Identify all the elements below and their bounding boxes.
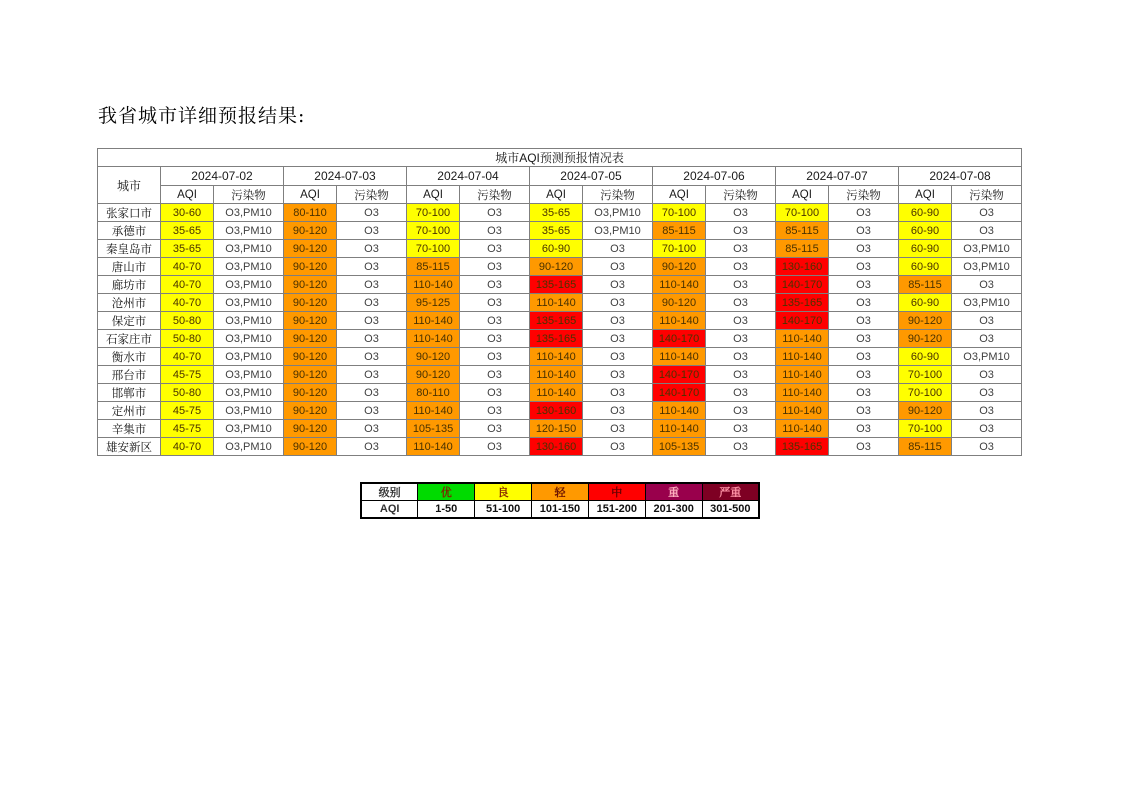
aqi-range-cell: 60-90 xyxy=(899,240,952,258)
aqi-range-cell: 90-120 xyxy=(284,330,337,348)
pollutant-cell: O3 xyxy=(706,240,776,258)
aqi-subheader: AQI xyxy=(284,186,337,204)
aqi-range-cell: 110-140 xyxy=(776,384,829,402)
aqi-range-cell: 45-75 xyxy=(161,366,214,384)
date-header: 2024-07-04 xyxy=(407,167,530,186)
aqi-forecast-table xyxy=(97,148,1022,456)
aqi-range-cell: 40-70 xyxy=(161,258,214,276)
date-header: 2024-07-06 xyxy=(653,167,776,186)
table-row xyxy=(98,312,1022,330)
pollutant-cell: O3,PM10 xyxy=(583,222,653,240)
city-name: 邢台市 xyxy=(98,366,161,384)
aqi-range-cell: 135-165 xyxy=(530,276,583,294)
legend-level-cell: 严重 xyxy=(702,483,759,501)
pollutant-cell: O3 xyxy=(706,222,776,240)
pollutant-cell: O3 xyxy=(337,384,407,402)
aqi-range-cell: 90-120 xyxy=(899,330,952,348)
legend-level-cell: 优 xyxy=(418,483,475,501)
aqi-range-cell: 90-120 xyxy=(284,294,337,312)
legend-range-cell: 151-200 xyxy=(588,501,645,519)
pollutant-cell: O3 xyxy=(583,438,653,456)
pollutant-cell: O3 xyxy=(337,276,407,294)
city-name: 邯郸市 xyxy=(98,384,161,402)
pollutant-cell: O3 xyxy=(829,240,899,258)
aqi-range-cell: 35-65 xyxy=(161,222,214,240)
pollutant-cell: O3 xyxy=(460,384,530,402)
date-header: 2024-07-02 xyxy=(161,167,284,186)
aqi-range-cell: 110-140 xyxy=(530,384,583,402)
aqi-range-cell: 90-120 xyxy=(284,222,337,240)
pollutant-cell: O3,PM10 xyxy=(214,222,284,240)
legend-level-cell: 良 xyxy=(475,483,532,501)
pollutant-cell: O3 xyxy=(706,420,776,438)
aqi-range-cell: 110-140 xyxy=(653,276,706,294)
pollutant-cell: O3 xyxy=(952,276,1022,294)
aqi-range-cell: 90-120 xyxy=(284,420,337,438)
table-row xyxy=(98,348,1022,366)
legend-range-cell: 101-150 xyxy=(532,501,589,519)
city-name: 秦皇岛市 xyxy=(98,240,161,258)
aqi-range-cell: 140-170 xyxy=(653,366,706,384)
pollutant-cell: O3 xyxy=(583,330,653,348)
pollutant-cell: O3 xyxy=(460,294,530,312)
aqi-range-cell: 35-65 xyxy=(161,240,214,258)
table-row xyxy=(98,420,1022,438)
pollutant-subheader: 污染物 xyxy=(829,186,899,204)
pollutant-cell: O3 xyxy=(460,420,530,438)
pollutant-cell: O3 xyxy=(583,384,653,402)
aqi-range-cell: 90-120 xyxy=(284,348,337,366)
legend-range-row xyxy=(361,501,759,519)
aqi-range-cell: 70-100 xyxy=(899,420,952,438)
table-row xyxy=(98,222,1022,240)
pollutant-cell: O3,PM10 xyxy=(583,204,653,222)
pollutant-cell: O3 xyxy=(337,294,407,312)
pollutant-cell: O3 xyxy=(952,420,1022,438)
pollutant-cell: O3 xyxy=(952,366,1022,384)
aqi-table-body xyxy=(98,204,1022,456)
pollutant-cell: O3,PM10 xyxy=(214,366,284,384)
pollutant-cell: O3 xyxy=(583,294,653,312)
aqi-range-cell: 135-165 xyxy=(776,294,829,312)
pollutant-cell: O3 xyxy=(829,330,899,348)
sub-header-row xyxy=(98,186,1022,204)
aqi-range-cell: 90-120 xyxy=(530,258,583,276)
table-row xyxy=(98,294,1022,312)
aqi-range-cell: 85-115 xyxy=(653,222,706,240)
pollutant-cell: O3 xyxy=(583,258,653,276)
date-header: 2024-07-03 xyxy=(284,167,407,186)
aqi-range-cell: 110-140 xyxy=(776,366,829,384)
aqi-range-cell: 90-120 xyxy=(284,438,337,456)
pollutant-cell: O3 xyxy=(706,312,776,330)
table-title: 城市AQI预测预报情况表 xyxy=(98,149,1022,167)
aqi-range-cell: 60-90 xyxy=(899,258,952,276)
city-name: 石家庄市 xyxy=(98,330,161,348)
pollutant-cell: O3 xyxy=(829,366,899,384)
aqi-range-cell: 30-60 xyxy=(161,204,214,222)
pollutant-cell: O3 xyxy=(583,240,653,258)
pollutant-cell: O3 xyxy=(829,294,899,312)
aqi-range-cell: 90-120 xyxy=(284,384,337,402)
aqi-range-cell: 60-90 xyxy=(899,294,952,312)
table-row xyxy=(98,438,1022,456)
aqi-range-cell: 85-115 xyxy=(899,276,952,294)
legend-level-cell: 中 xyxy=(588,483,645,501)
pollutant-cell: O3 xyxy=(337,348,407,366)
pollutant-cell: O3 xyxy=(952,330,1022,348)
city-column-header: 城市 xyxy=(98,167,161,204)
aqi-range-cell: 110-140 xyxy=(776,348,829,366)
aqi-range-cell: 135-165 xyxy=(530,312,583,330)
aqi-range-cell: 90-120 xyxy=(284,366,337,384)
aqi-range-cell: 70-100 xyxy=(653,204,706,222)
aqi-range-cell: 80-110 xyxy=(284,204,337,222)
aqi-range-cell: 90-120 xyxy=(284,312,337,330)
legend-aqi-header: AQI xyxy=(361,501,418,519)
pollutant-cell: O3,PM10 xyxy=(214,258,284,276)
pollutant-cell: O3 xyxy=(706,330,776,348)
aqi-range-cell: 60-90 xyxy=(899,204,952,222)
pollutant-subheader: 污染物 xyxy=(214,186,284,204)
aqi-range-cell: 110-140 xyxy=(407,312,460,330)
aqi-range-cell: 135-165 xyxy=(530,330,583,348)
pollutant-cell: O3,PM10 xyxy=(214,312,284,330)
pollutant-cell: O3,PM10 xyxy=(214,294,284,312)
pollutant-cell: O3,PM10 xyxy=(214,330,284,348)
pollutant-cell: O3,PM10 xyxy=(952,240,1022,258)
pollutant-cell: O3 xyxy=(337,222,407,240)
legend-range-cell: 301-500 xyxy=(702,501,759,519)
aqi-subheader: AQI xyxy=(407,186,460,204)
aqi-range-cell: 110-140 xyxy=(653,402,706,420)
pollutant-cell: O3 xyxy=(829,384,899,402)
city-name: 承德市 xyxy=(98,222,161,240)
aqi-range-cell: 85-115 xyxy=(776,222,829,240)
pollutant-cell: O3 xyxy=(337,366,407,384)
pollutant-subheader: 污染物 xyxy=(952,186,1022,204)
legend-level-header: 级别 xyxy=(361,483,418,501)
pollutant-cell: O3 xyxy=(460,330,530,348)
pollutant-subheader: 污染物 xyxy=(460,186,530,204)
aqi-range-cell: 110-140 xyxy=(407,276,460,294)
table-row xyxy=(98,204,1022,222)
aqi-range-cell: 60-90 xyxy=(899,222,952,240)
pollutant-cell: O3 xyxy=(829,420,899,438)
pollutant-cell: O3 xyxy=(337,330,407,348)
aqi-subheader: AQI xyxy=(530,186,583,204)
pollutant-cell: O3 xyxy=(706,384,776,402)
aqi-range-cell: 120-150 xyxy=(530,420,583,438)
pollutant-subheader: 污染物 xyxy=(583,186,653,204)
aqi-range-cell: 105-135 xyxy=(653,438,706,456)
aqi-range-cell: 35-65 xyxy=(530,222,583,240)
table-row xyxy=(98,384,1022,402)
pollutant-cell: O3 xyxy=(460,204,530,222)
legend-level-row xyxy=(361,483,759,501)
legend-range-cell: 201-300 xyxy=(645,501,702,519)
date-header-row xyxy=(98,167,1022,186)
aqi-range-cell: 110-140 xyxy=(776,402,829,420)
pollutant-cell: O3 xyxy=(337,258,407,276)
aqi-range-cell: 70-100 xyxy=(407,240,460,258)
aqi-range-cell: 90-120 xyxy=(284,402,337,420)
aqi-range-cell: 140-170 xyxy=(653,330,706,348)
city-name: 辛集市 xyxy=(98,420,161,438)
pollutant-cell: O3 xyxy=(460,438,530,456)
aqi-range-cell: 90-120 xyxy=(284,240,337,258)
pollutant-cell: O3 xyxy=(460,240,530,258)
aqi-range-cell: 110-140 xyxy=(407,330,460,348)
aqi-range-cell: 130-160 xyxy=(530,438,583,456)
table-row xyxy=(98,366,1022,384)
pollutant-cell: O3 xyxy=(337,312,407,330)
legend-range-cell: 51-100 xyxy=(475,501,532,519)
pollutant-cell: O3 xyxy=(337,438,407,456)
table-row xyxy=(98,240,1022,258)
pollutant-cell: O3 xyxy=(952,222,1022,240)
pollutant-cell: O3,PM10 xyxy=(214,240,284,258)
aqi-range-cell: 85-115 xyxy=(407,258,460,276)
pollutant-cell: O3,PM10 xyxy=(214,438,284,456)
aqi-range-cell: 70-100 xyxy=(653,240,706,258)
city-name: 定州市 xyxy=(98,402,161,420)
pollutant-cell: O3 xyxy=(706,366,776,384)
pollutant-cell: O3 xyxy=(460,258,530,276)
aqi-range-cell: 110-140 xyxy=(653,312,706,330)
pollutant-cell: O3,PM10 xyxy=(952,348,1022,366)
aqi-range-cell: 90-120 xyxy=(899,312,952,330)
aqi-range-cell: 70-100 xyxy=(899,366,952,384)
pollutant-cell: O3 xyxy=(460,348,530,366)
aqi-range-cell: 90-120 xyxy=(899,402,952,420)
aqi-subheader: AQI xyxy=(899,186,952,204)
aqi-range-cell: 110-140 xyxy=(776,420,829,438)
pollutant-cell: O3 xyxy=(583,276,653,294)
pollutant-cell: O3 xyxy=(829,348,899,366)
pollutant-cell: O3,PM10 xyxy=(214,204,284,222)
aqi-range-cell: 90-120 xyxy=(407,366,460,384)
pollutant-cell: O3 xyxy=(337,240,407,258)
aqi-range-cell: 90-120 xyxy=(284,276,337,294)
city-name: 张家口市 xyxy=(98,204,161,222)
pollutant-cell: O3 xyxy=(706,204,776,222)
aqi-level-legend xyxy=(360,482,760,519)
aqi-range-cell: 35-65 xyxy=(530,204,583,222)
table-row xyxy=(98,330,1022,348)
pollutant-cell: O3 xyxy=(460,402,530,420)
table-row xyxy=(98,258,1022,276)
aqi-range-cell: 50-80 xyxy=(161,312,214,330)
pollutant-cell: O3 xyxy=(583,348,653,366)
aqi-range-cell: 60-90 xyxy=(530,240,583,258)
pollutant-cell: O3 xyxy=(460,276,530,294)
pollutant-cell: O3 xyxy=(829,276,899,294)
aqi-range-cell: 110-140 xyxy=(530,366,583,384)
date-header: 2024-07-07 xyxy=(776,167,899,186)
pollutant-subheader: 污染物 xyxy=(337,186,407,204)
pollutant-cell: O3,PM10 xyxy=(214,348,284,366)
legend-level-cell: 轻 xyxy=(532,483,589,501)
aqi-range-cell: 110-140 xyxy=(653,348,706,366)
pollutant-cell: O3 xyxy=(460,312,530,330)
pollutant-cell: O3 xyxy=(337,420,407,438)
pollutant-cell: O3 xyxy=(460,222,530,240)
pollutant-cell: O3 xyxy=(583,312,653,330)
aqi-range-cell: 110-140 xyxy=(653,420,706,438)
aqi-range-cell: 70-100 xyxy=(776,204,829,222)
pollutant-cell: O3 xyxy=(706,438,776,456)
aqi-subheader: AQI xyxy=(161,186,214,204)
pollutant-cell: O3 xyxy=(583,420,653,438)
aqi-range-cell: 45-75 xyxy=(161,402,214,420)
aqi-range-cell: 135-165 xyxy=(776,438,829,456)
aqi-range-cell: 90-120 xyxy=(653,294,706,312)
city-name: 保定市 xyxy=(98,312,161,330)
pollutant-cell: O3,PM10 xyxy=(214,276,284,294)
pollutant-subheader: 污染物 xyxy=(706,186,776,204)
pollutant-cell: O3,PM10 xyxy=(214,384,284,402)
aqi-range-cell: 110-140 xyxy=(530,348,583,366)
aqi-range-cell: 70-100 xyxy=(899,384,952,402)
pollutant-cell: O3 xyxy=(829,222,899,240)
city-name: 雄安新区 xyxy=(98,438,161,456)
pollutant-cell: O3 xyxy=(952,204,1022,222)
aqi-range-cell: 130-160 xyxy=(776,258,829,276)
aqi-range-cell: 85-115 xyxy=(776,240,829,258)
pollutant-cell: O3 xyxy=(706,294,776,312)
city-name: 沧州市 xyxy=(98,294,161,312)
aqi-range-cell: 90-120 xyxy=(284,258,337,276)
pollutant-cell: O3 xyxy=(337,204,407,222)
pollutant-cell: O3,PM10 xyxy=(214,420,284,438)
pollutant-cell: O3 xyxy=(952,438,1022,456)
pollutant-cell: O3 xyxy=(829,402,899,420)
aqi-range-cell: 45-75 xyxy=(161,420,214,438)
legend-level-cell: 重 xyxy=(645,483,702,501)
aqi-range-cell: 40-70 xyxy=(161,438,214,456)
pollutant-cell: O3 xyxy=(706,276,776,294)
aqi-range-cell: 140-170 xyxy=(776,276,829,294)
aqi-range-cell: 110-140 xyxy=(776,330,829,348)
pollutant-cell: O3 xyxy=(952,402,1022,420)
aqi-range-cell: 80-110 xyxy=(407,384,460,402)
pollutant-cell: O3 xyxy=(829,312,899,330)
pollutant-cell: O3 xyxy=(952,312,1022,330)
table-row xyxy=(98,402,1022,420)
legend-range-cell: 1-50 xyxy=(418,501,475,519)
aqi-range-cell: 95-125 xyxy=(407,294,460,312)
aqi-range-cell: 130-160 xyxy=(530,402,583,420)
pollutant-cell: O3 xyxy=(829,438,899,456)
aqi-range-cell: 40-70 xyxy=(161,348,214,366)
city-name: 廊坊市 xyxy=(98,276,161,294)
aqi-range-cell: 70-100 xyxy=(407,204,460,222)
date-header: 2024-07-05 xyxy=(530,167,653,186)
pollutant-cell: O3 xyxy=(706,258,776,276)
city-name: 唐山市 xyxy=(98,258,161,276)
pollutant-cell: O3 xyxy=(337,402,407,420)
aqi-range-cell: 50-80 xyxy=(161,330,214,348)
pollutant-cell: O3 xyxy=(583,402,653,420)
aqi-range-cell: 40-70 xyxy=(161,294,214,312)
pollutant-cell: O3 xyxy=(829,204,899,222)
aqi-range-cell: 110-140 xyxy=(530,294,583,312)
pollutant-cell: O3 xyxy=(829,258,899,276)
aqi-range-cell: 140-170 xyxy=(653,384,706,402)
city-name: 衡水市 xyxy=(98,348,161,366)
aqi-range-cell: 50-80 xyxy=(161,384,214,402)
pollutant-cell: O3 xyxy=(583,366,653,384)
aqi-range-cell: 90-120 xyxy=(653,258,706,276)
aqi-range-cell: 85-115 xyxy=(899,438,952,456)
table-row xyxy=(98,276,1022,294)
pollutant-cell: O3 xyxy=(706,348,776,366)
aqi-range-cell: 110-140 xyxy=(407,402,460,420)
pollutant-cell: O3,PM10 xyxy=(952,258,1022,276)
pollutant-cell: O3,PM10 xyxy=(214,402,284,420)
aqi-range-cell: 70-100 xyxy=(407,222,460,240)
aqi-range-cell: 60-90 xyxy=(899,348,952,366)
date-header: 2024-07-08 xyxy=(899,167,1022,186)
table-title-row xyxy=(98,149,1022,167)
pollutant-cell: O3,PM10 xyxy=(952,294,1022,312)
aqi-range-cell: 90-120 xyxy=(407,348,460,366)
aqi-range-cell: 140-170 xyxy=(776,312,829,330)
aqi-subheader: AQI xyxy=(776,186,829,204)
aqi-range-cell: 110-140 xyxy=(407,438,460,456)
aqi-subheader: AQI xyxy=(653,186,706,204)
pollutant-cell: O3 xyxy=(460,366,530,384)
aqi-range-cell: 40-70 xyxy=(161,276,214,294)
page-title: 我省城市详细预报结果: xyxy=(98,105,306,127)
pollutant-cell: O3 xyxy=(952,384,1022,402)
aqi-range-cell: 105-135 xyxy=(407,420,460,438)
pollutant-cell: O3 xyxy=(706,402,776,420)
